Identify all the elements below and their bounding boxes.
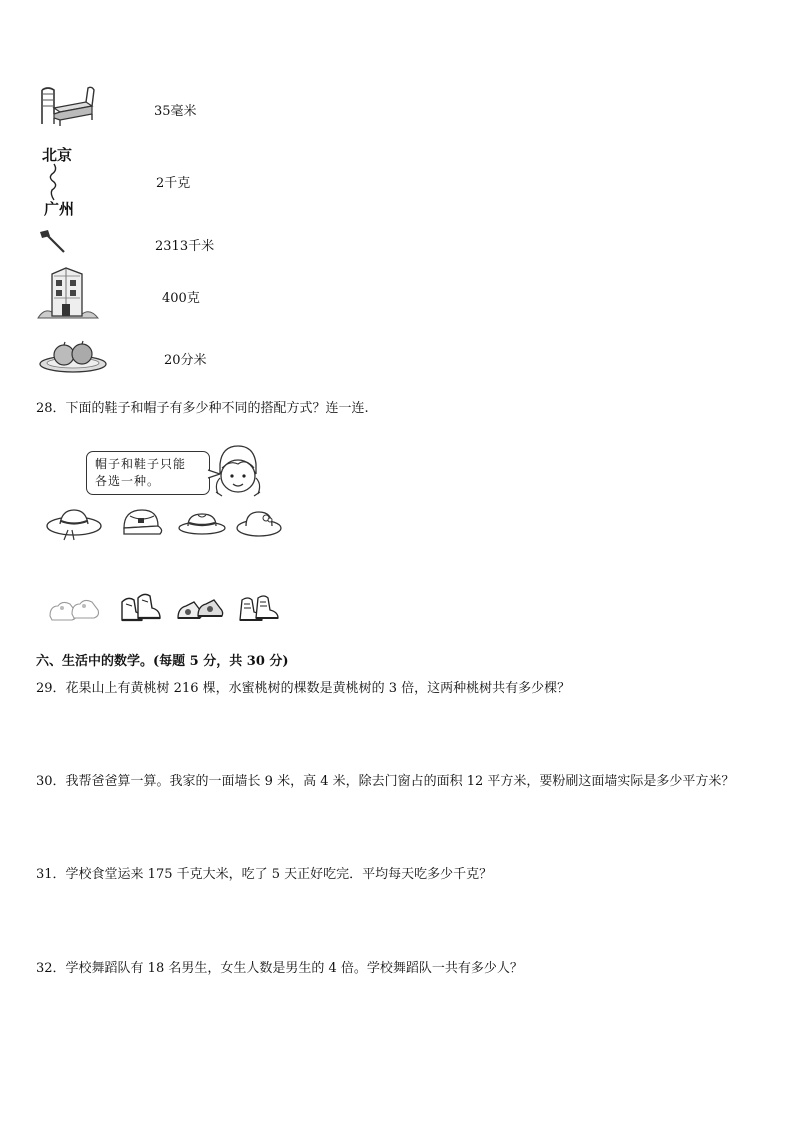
map-label-beijing: 北京: [42, 146, 73, 164]
speech-bubble: [86, 451, 210, 495]
hat-2-icon: [120, 506, 164, 538]
unit-label-1: 35毫米: [154, 104, 197, 119]
unit-label-4: 400克: [162, 291, 200, 306]
girl-icon: [212, 444, 262, 500]
shoe-2-icon: [118, 592, 162, 626]
bubble-line-2: 各选一种。: [95, 474, 161, 488]
question-29: 29．花果山上有黄桃树 216 棵，水蜜桃树的棵数是黄桃树的 3 倍，这两种桃树共有多少棵？: [36, 681, 571, 696]
beijing-guangzhou-map-icon: [42, 144, 82, 218]
nail-icon: [38, 228, 68, 254]
shoe-1-icon: [46, 596, 102, 624]
unit-label-3: 2313千米: [155, 239, 215, 254]
question-30: 30．我帮爸爸算一算。我家的一面墙长 9 米，高 4 米，除去门窗占的面积 12 平方米，要粉刷这面墙实际是多少平方米？: [36, 774, 735, 789]
unit-label-5: 20分米: [164, 353, 207, 368]
question-32: 32．学校舞蹈队有 18 名男生，女生人数是男生的 4 倍。学校舞蹈队一共有多少人？: [36, 961, 523, 976]
question-31: 31．学校食堂运来 175 千克大米，吃了 5 天正好吃完．平均每天吃多少千克？: [36, 867, 493, 882]
fruit-plate-icon: [38, 338, 108, 374]
bubble-line-1: 帽子和鞋子只能: [95, 457, 187, 471]
bed-icon: [38, 84, 96, 128]
unit-label-2: 2千克: [156, 176, 191, 191]
hat-3-icon: [178, 510, 226, 536]
question-28: 28．下面的鞋子和帽子有多少种不同的搭配方式？连一连.: [36, 401, 369, 416]
map-label-guangzhou: 广州: [44, 200, 75, 218]
shoe-4-icon: [236, 592, 280, 626]
hat-1-icon: [46, 506, 102, 542]
shoe-3-icon: [176, 594, 226, 624]
hat-4-icon: [236, 506, 282, 538]
section-6-title: 六、生活中的数学。(每题 5 分，共 30 分): [36, 654, 289, 669]
building-icon: [38, 264, 98, 320]
